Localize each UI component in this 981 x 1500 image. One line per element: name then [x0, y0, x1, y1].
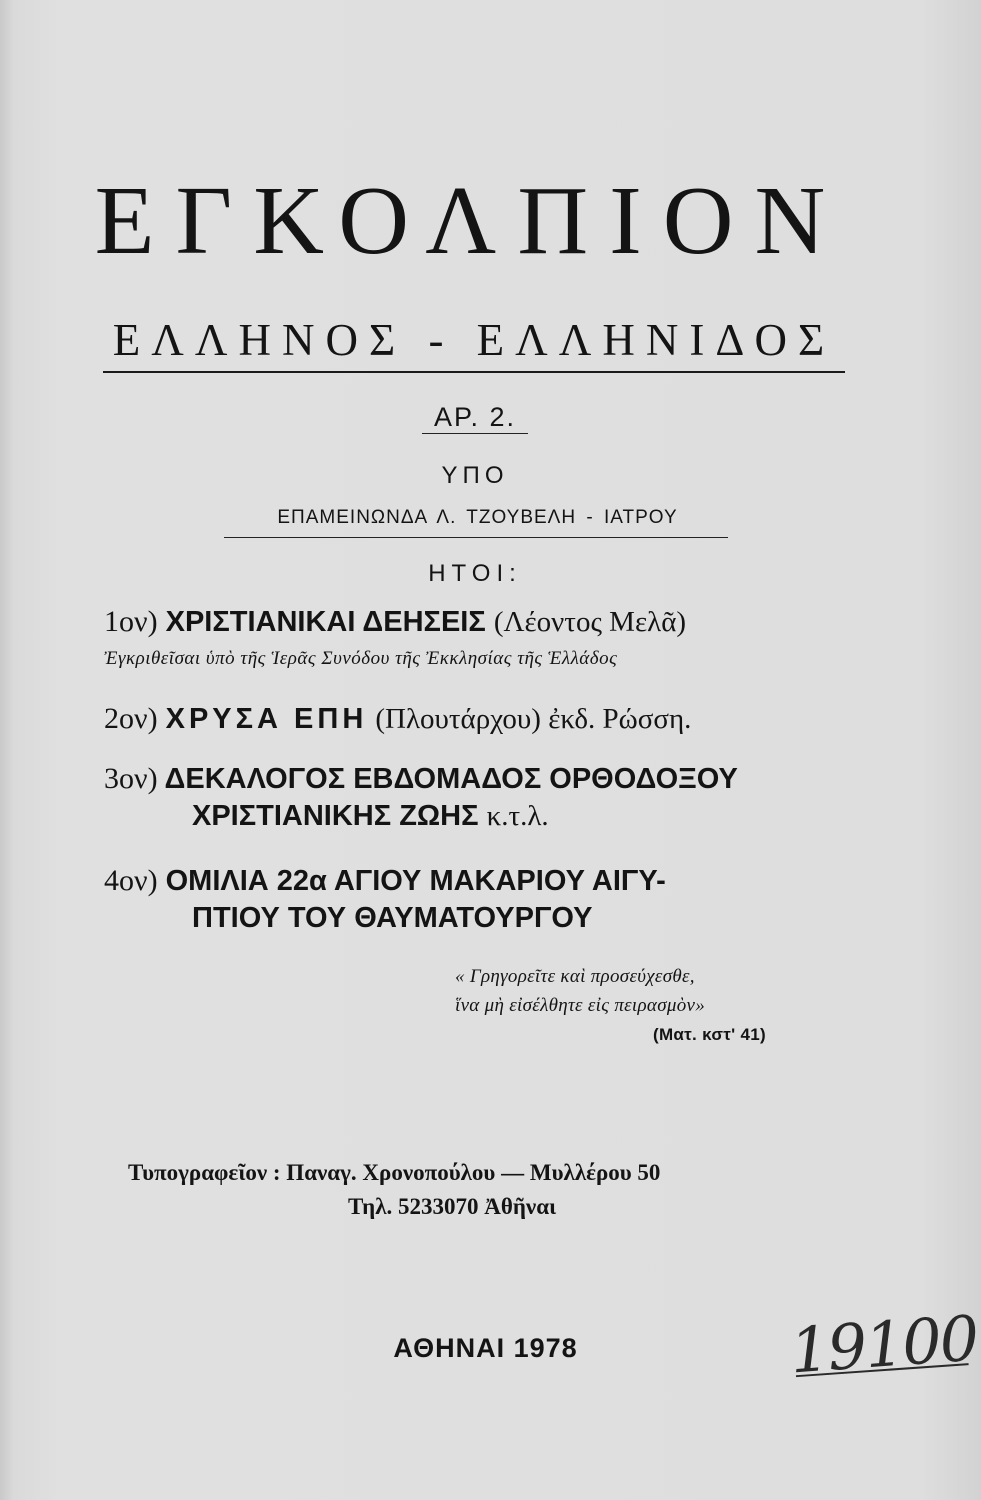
item-number: 3ον) — [104, 762, 158, 795]
page-subtitle: ΕΛΛΗΝΟΣ - ΕΛΛΗΝΙΔΟΣ — [112, 315, 836, 365]
item-note: (Πλουτάρχου) ἐκδ. Ρώσση. — [375, 703, 692, 735]
place-and-year: ΑΘΗΝΑΙ 1978 — [393, 1333, 578, 1363]
item-note: (Λέοντος Μελᾶ) — [493, 606, 687, 638]
handwritten-number-text: 19100 — [787, 1301, 980, 1388]
printer-line-1: Τυπογραφεῖον : Παναγ. Χρονοπούλου — Μυλλέρου 50 — [128, 1160, 661, 1185]
item-note: κ.τ.λ. — [486, 800, 549, 832]
by-label: ΥΠΟ — [441, 462, 509, 489]
quote-line-2: ἵνα μὴ εἰσέλθητε εἰς πειρασμὸν» — [455, 995, 706, 1016]
contents-item-2 — [104, 700, 864, 738]
printer-line-2: Τηλ. 5233070 Ἀθῆναι — [348, 1194, 557, 1219]
item-title-line1: ΟΜΙΛΙΑ 22α ΑΓΙΟΥ ΜΑΚΑΡΙΟΥ ΑΙΓΥ- — [165, 865, 666, 897]
quote-line-1: « Γρηγορεῖτε καὶ προσεύχεσθε, — [455, 966, 695, 987]
item-title-line2: ΧΡΙΣΤΙΑΝΙΚΗΣ ΖΩΗΣ — [192, 800, 479, 832]
title-divider — [103, 371, 845, 373]
namely-label: ΗΤΟΙ: — [428, 560, 522, 587]
issue-number: ΑΡ. 2. — [433, 402, 517, 432]
item-number: 2ον) — [104, 702, 158, 735]
item-title: ΧΡΥΣΑ ΕΠΗ — [165, 703, 368, 735]
item-number: 1ον) — [104, 605, 158, 638]
item-title-line1: ΔΕΚΑΛΟΓΟΣ ΕΒΔΟΜΑΔΟΣ ΟΡΘΟΔΟΞΟΥ — [164, 763, 738, 795]
item-title-line2: ΠΤΙΟΥ ΤΟΥ ΘΑΥΜΑΤΟΥΡΓΟΥ — [192, 902, 593, 934]
item-title: ΧΡΙΣΤΙΑΝΙΚΑΙ ΔΕΗΣΕΙΣ — [165, 606, 486, 638]
page-title: ΕΓΚΟΛΠΙΟΝ — [94, 167, 847, 275]
author-underline — [224, 537, 728, 538]
contents-item-4 — [104, 862, 864, 937]
contents-item-3 — [104, 760, 864, 835]
quote-reference: (Ματ. κστ' 41) — [653, 1025, 766, 1044]
issue-number-underline — [422, 433, 528, 434]
printer-info — [128, 1156, 858, 1224]
handwritten-catalog-number — [788, 1302, 980, 1388]
approval-note: Ἐγκριθεῖσαι ὑπὸ τῆς Ἱερᾶς Συνόδου τῆς Ἐκκλησίας τῆς Ἑλλάδος — [104, 648, 618, 669]
author-name: ΕΠΑΜΕΙΝΩΝΔΑ Λ. ΤΖΟΥΒΕΛΗ - ΙΑΤΡΟΥ — [277, 507, 678, 528]
contents-item-1 — [104, 603, 864, 641]
scripture-quote — [455, 962, 845, 1049]
item-number: 4ον) — [104, 864, 158, 897]
